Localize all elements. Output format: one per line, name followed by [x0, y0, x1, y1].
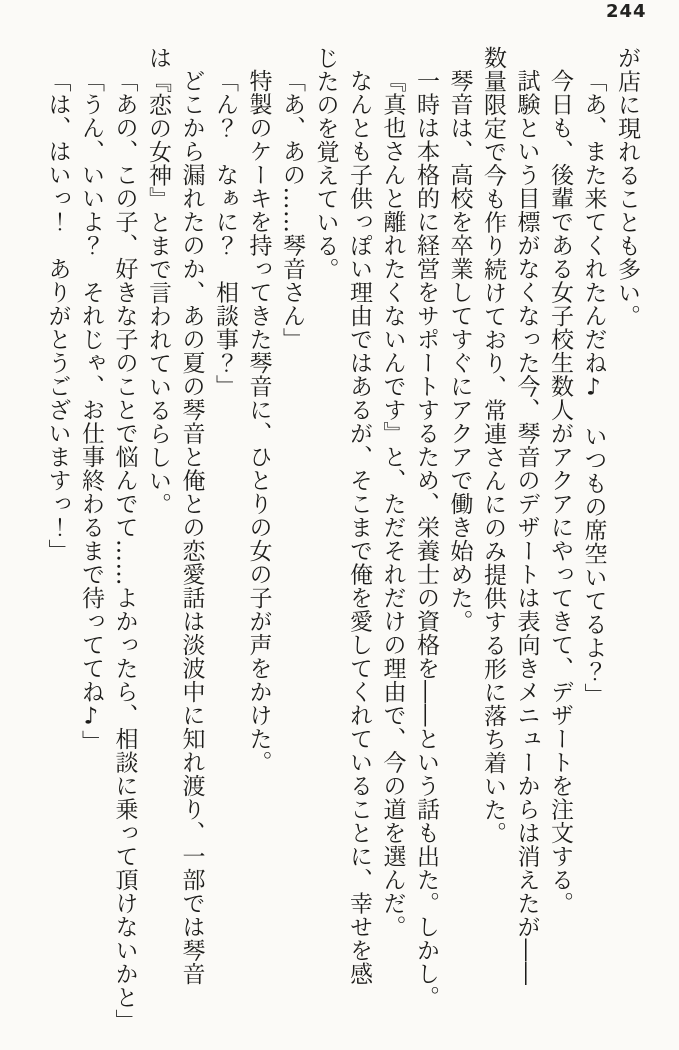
text-line: 「あ、また来てくれたんだね♪ いつもの席空いてるよ？」: [580, 69, 607, 707]
text-line: が店に現れることも多い。: [614, 46, 640, 328]
text-line: どこから漏れたのか、あの夏の琴音と俺との恋愛話は淡波中に知れ渡り、一部では琴音: [178, 69, 205, 986]
vertical-text-block: [40, 46, 643, 1038]
text-line: 数量限定で今も作り続けており、常連さんにのみ提供する形に落ち着いた。: [480, 46, 506, 845]
text-line: 「ん？ なぁに？ 相談事？」: [212, 69, 238, 398]
text-line: 今日も、後輩である女子校生数人がアクアにやってきて、デザートを注文する。: [547, 69, 573, 915]
text-line: 「あ、あの……琴音さん」: [279, 69, 305, 351]
text-line: 特製のケーキを持ってきた琴音に、ひとりの女の子が声をかけた。: [245, 69, 272, 774]
text-line: なんとも子供っぽい理由ではあるが、そこまで俺を愛してくれていることに、幸せを感: [346, 69, 372, 986]
text-line: 『真也さんと離れたくないんです』と、ただそれだけの理由で、今の道を選んだ。: [379, 69, 406, 939]
text-line: 琴音は、高校を卒業してすぐにアクアで働き始めた。: [446, 69, 473, 633]
text-line: 試験という目標がなくなった今、琴音のデザートは表向きメニューからは消えたが――: [513, 69, 540, 986]
text-line: 一時は本格的に経営をサポートするため、栄養士の資格を――という話も出た。しかし。: [413, 69, 439, 1009]
page-number: 244: [606, 1, 647, 22]
text-line: 「あの、この子、好きな子のことで悩んでて……よかったら、相談に乗って頂けないかと」: [111, 69, 138, 1033]
text-line: は『恋の女神』とまで言われているらしい。: [145, 46, 171, 516]
text-line: じたのを覚えている。: [312, 46, 339, 281]
text-line: 「は、はいっ！ ありがとうございますっ！」: [44, 69, 71, 563]
text-line: 「うん、いいよ？ それじゃ、お仕事終わるまで待っててね♪」: [78, 69, 104, 754]
